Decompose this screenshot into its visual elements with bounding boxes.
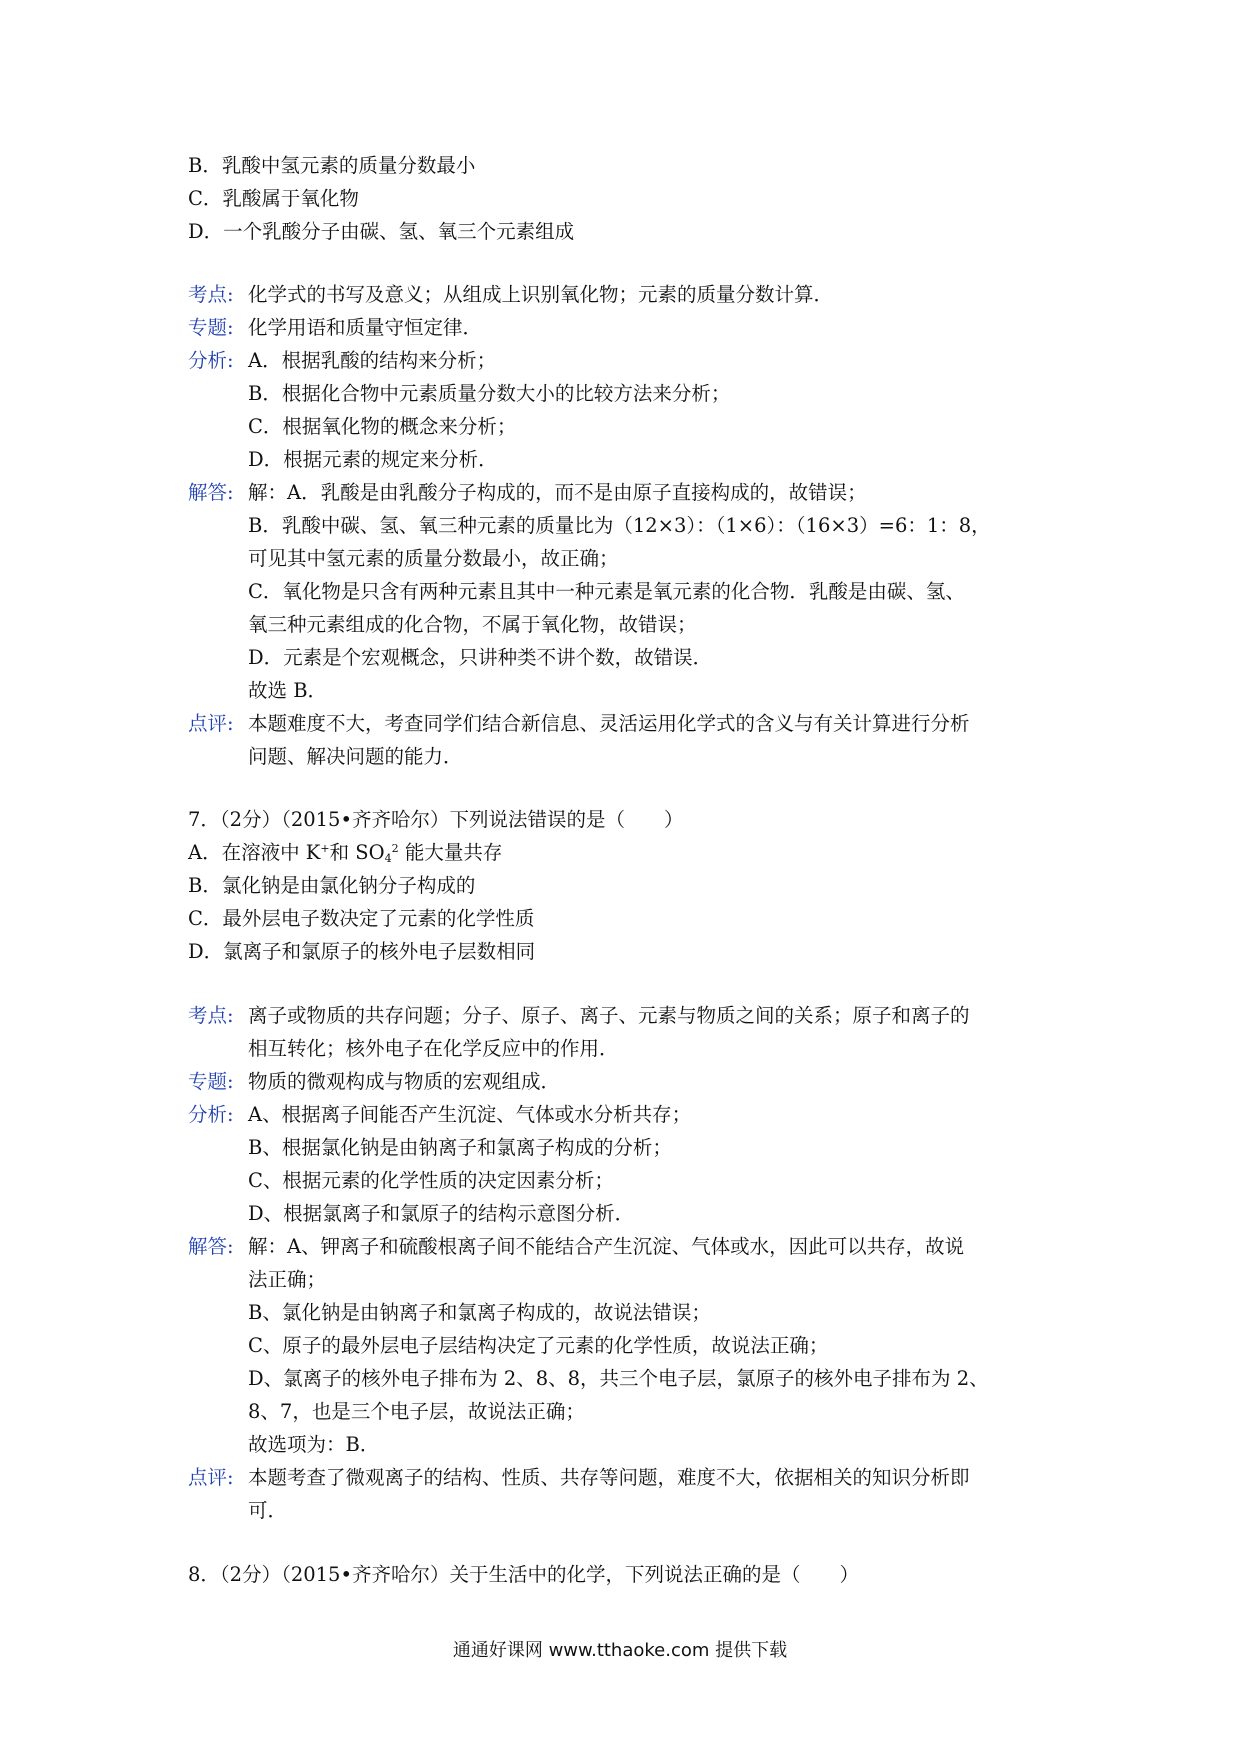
q6-dianping-label: 点评: <box>188 712 234 735</box>
q6-jieda-line: 可见其中氢元素的质量分数最小，故正确； <box>248 547 619 570</box>
q7-fenxi-line: C、根据元素的化学性质的决定因素分析； <box>248 1169 614 1192</box>
q7-option-d: D．氯离子和氯原子的核外电子层数相同 <box>188 940 536 963</box>
q7-jieda-line: 故选项为：B． <box>248 1433 380 1456</box>
page-footer: 通通好课网 www.tthaoke.com 提供下载 <box>452 1640 788 1661</box>
q7-dianping-line: 可． <box>248 1499 288 1522</box>
q6-jieda-line: B．乳酸中碳、氢、氧三种元素的质量比为（12×3）：（1×6）：（16×3）=6：1：8， <box>248 514 991 537</box>
q7-fenxi-label: 分析: <box>188 1103 234 1126</box>
q6-option-b: B．乳酸中氢元素的质量分数最小 <box>188 154 476 177</box>
q6-kaodian-text: 化学式的书写及意义；从组成上识别氧化物；元素的质量分数计算． <box>248 283 834 306</box>
q6-kaodian-label: 考点: <box>188 283 234 306</box>
q6-jieda-line: 故选 B． <box>248 679 328 702</box>
q7-zhuanti-text: 物质的微观构成与物质的宏观组成． <box>248 1070 561 1093</box>
q6-zhuanti-text: 化学用语和质量守恒定律． <box>248 316 483 339</box>
q7-fenxi-line: B、根据氯化钠是由钠离子和氯离子构成的分析； <box>248 1136 672 1159</box>
q7-kaodian-line: 离子或物质的共存问题；分子、原子、离子、元素与物质之间的关系；原子和离子的 <box>248 1004 970 1027</box>
q7-jieda-label: 解答: <box>188 1235 234 1258</box>
q7-fenxi-line: D、根据氯离子和氯原子的结构示意图分析． <box>248 1202 635 1225</box>
q6-dianping-line: 问题、解决问题的能力． <box>248 745 463 768</box>
q6-jieda-line: 氧三种元素组成的化合物，不属于氧化物，故错误； <box>248 613 697 636</box>
q6-jieda-line: C．氧化物是只含有两种元素且其中一种元素是氧元素的化合物．乳酸是由碳、氢、 <box>248 580 965 603</box>
q7-option-b: B．氯化钠是由氯化钠分子构成的 <box>188 874 476 897</box>
q7-kaodian-line: 相互转化；核外电子在化学反应中的作用． <box>248 1037 619 1060</box>
q7-zhuanti-label: 专题: <box>188 1070 234 1093</box>
q6-zhuanti-label: 专题: <box>188 316 234 339</box>
q6-fenxi-line: A．根据乳酸的结构来分析； <box>248 349 497 372</box>
q7-jieda-line: 法正确； <box>248 1268 327 1291</box>
q7-kaodian-label: 考点: <box>188 1004 234 1027</box>
q7-jieda-line: D、氯离子的核外电子排布为 2、8、8，共三个电子层，氯原子的核外电子排布为 2、 <box>248 1367 989 1390</box>
q7-jieda-line: B、氯化钠是由钠离子和氯离子构成的，故说法错误； <box>248 1301 711 1324</box>
q7-option-a: A．在溶液中 K+和 $SO_4^2$ 能大量共存 <box>188 841 503 865</box>
q7-stem: 7．（2分）（2015•齐齐哈尔）下列说法错误的是（ ） <box>188 808 684 831</box>
q7-jieda-line: C、原子的最外层电子层结构决定了元素的化学性质，故说法正确； <box>248 1334 829 1357</box>
q6-jieda-label: 解答: <box>188 481 234 504</box>
q6-fenxi-line: C．根据氧化物的概念来分析； <box>248 415 517 438</box>
q6-fenxi-line: D．根据元素的规定来分析． <box>248 448 498 471</box>
q8-stem: 8．（2分）（2015•齐齐哈尔）关于生活中的化学，下列说法正确的是（ ） <box>188 1563 859 1586</box>
q7-option-c: C．最外层电子数决定了元素的化学性质 <box>188 907 535 930</box>
q6-fenxi-line: B．根据化合物中元素质量分数大小的比较方法来分析； <box>248 382 731 405</box>
q7-jieda-line: 8、7，也是三个电子层，故说法正确； <box>248 1400 585 1423</box>
q6-jieda-line: D．元素是个宏观概念，只讲种类不讲个数，故错误． <box>248 646 713 669</box>
q7-fenxi-line: A、根据离子间能否产生沉淀、气体或水分析共存； <box>248 1103 692 1126</box>
q6-fenxi-label: 分析: <box>188 349 234 372</box>
q7-dianping-label: 点评: <box>188 1466 234 1489</box>
q6-dianping-line: 本题难度不大，考查同学们结合新信息、灵活运用化学式的含义与有关计算进行分析 <box>248 712 970 735</box>
q6-jieda-line: 解：A．乳酸是由乳酸分子构成的，而不是由原子直接构成的，故错误； <box>248 481 867 504</box>
q6-option-c: C．乳酸属于氧化物 <box>188 187 359 210</box>
q7-dianping-line: 本题考查了微观离子的结构、性质、共存等问题，难度不大，依据相关的知识分析即 <box>248 1466 970 1489</box>
q7-jieda-line: 解：A、钾离子和硫酸根离子间不能结合产生沉淀、气体或水，因此可以共存，故说 <box>248 1235 965 1258</box>
q6-option-d: D．一个乳酸分子由碳、氢、氧三个元素组成 <box>188 220 575 243</box>
